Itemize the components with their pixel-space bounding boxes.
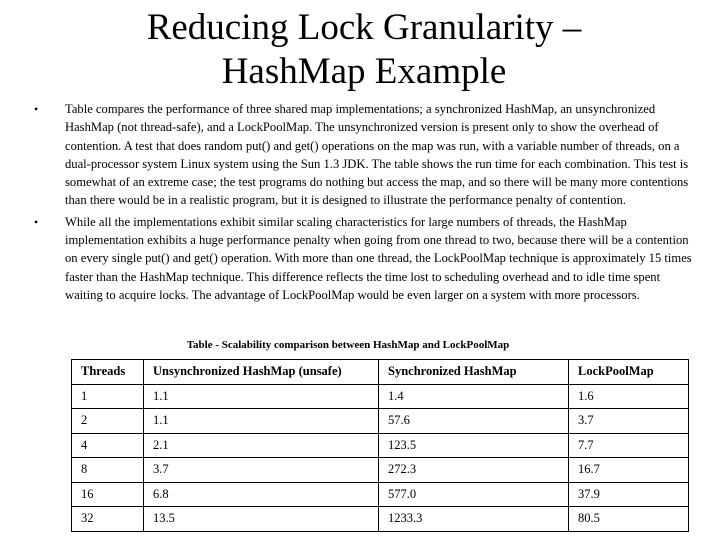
table-row: [72, 384, 689, 409]
cell-synchronized: 577.0: [379, 482, 569, 507]
header-unsynchronized: Unsynchronized HashMap (unsafe): [144, 360, 379, 385]
cell-lockpoolmap: 3.7: [569, 409, 689, 434]
header-lockpoolmap: LockPoolMap: [569, 360, 689, 385]
cell-lockpoolmap: 80.5: [569, 507, 689, 532]
slide-title: [0, 6, 728, 94]
table-row: [72, 482, 689, 507]
table-row: [72, 409, 689, 434]
table-row: [72, 433, 689, 458]
cell-lockpoolmap: 16.7: [569, 458, 689, 483]
cell-unsynchronized: 1.1: [144, 409, 379, 434]
table-row: [72, 458, 689, 483]
cell-lockpoolmap: 37.9: [569, 482, 689, 507]
bullet-text-1: Table compares the performance of three shared map implementations; a synchronized HashMap, an unsynchronized HashMap (not thread-safe), and a LockPoolMap. The unsynchronized version is present only to show the overhead of contention. A test that does random put() and get() operations on the map was run, with a variable number of threads, on a dual-processor system Linux system using the Sun 1.3 JDK. The table shows the run time for each combination. This test is somewhat of an extreme case; the test programs do nothing but access the map, and so there will be many more contentions than there would be in a realistic program, but it is designed to illustrate the performance penalty of contention.: [65, 102, 689, 208]
cell-threads: 4: [72, 433, 144, 458]
cell-synchronized: 272.3: [379, 458, 569, 483]
bullet-icon: •: [34, 102, 39, 116]
slide-title-line-1: Reducing Lock Granularity –: [146, 7, 582, 48]
cell-unsynchronized: 6.8: [144, 482, 379, 507]
cell-unsynchronized: 13.5: [144, 507, 379, 532]
cell-threads: 2: [72, 409, 144, 434]
cell-unsynchronized: 1.1: [144, 384, 379, 409]
bullet-list: [34, 100, 694, 307]
header-threads: Threads: [72, 360, 144, 385]
cell-lockpoolmap: 7.7: [569, 433, 689, 458]
bullet-item-2: [34, 213, 694, 304]
cell-threads: 8: [72, 458, 144, 483]
cell-threads: 16: [72, 482, 144, 507]
cell-threads: 32: [72, 507, 144, 532]
cell-synchronized: 1233.3: [379, 507, 569, 532]
cell-synchronized: 1.4: [379, 384, 569, 409]
cell-synchronized: 57.6: [379, 409, 569, 434]
cell-unsynchronized: 3.7: [144, 458, 379, 483]
bullet-icon: •: [34, 214, 39, 229]
cell-unsynchronized: 2.1: [144, 433, 379, 458]
scalability-table: [71, 359, 689, 532]
cell-synchronized: 123.5: [379, 433, 569, 458]
slide-title-line-2: HashMap Example: [221, 51, 507, 92]
table-header-row: [72, 360, 689, 385]
cell-lockpoolmap: 1.6: [569, 384, 689, 409]
bullet-text-2: While all the implementations exhibit similar scaling characteristics for large numbers of threads, the HashMap implementation exhibits a huge performance penalty when going from one thread to two, because there will be a contention on every single put() and get() operation. With more than one thread, the LockPoolMap technique is approximately 15 times faster than the HashMap technique. This difference reflects the time lost to scheduling overhead and to idle time spent waiting to acquire locks. The advantage of LockPoolMap would be even larger on a system with more processors.: [65, 214, 692, 302]
cell-threads: 1: [72, 384, 144, 409]
table-row: [72, 507, 689, 532]
table-caption: Table - Scalability comparison between HashMap and LockPoolMap: [186, 339, 510, 351]
bullet-item-1: [34, 100, 694, 210]
header-synchronized: Synchronized HashMap: [379, 360, 569, 385]
